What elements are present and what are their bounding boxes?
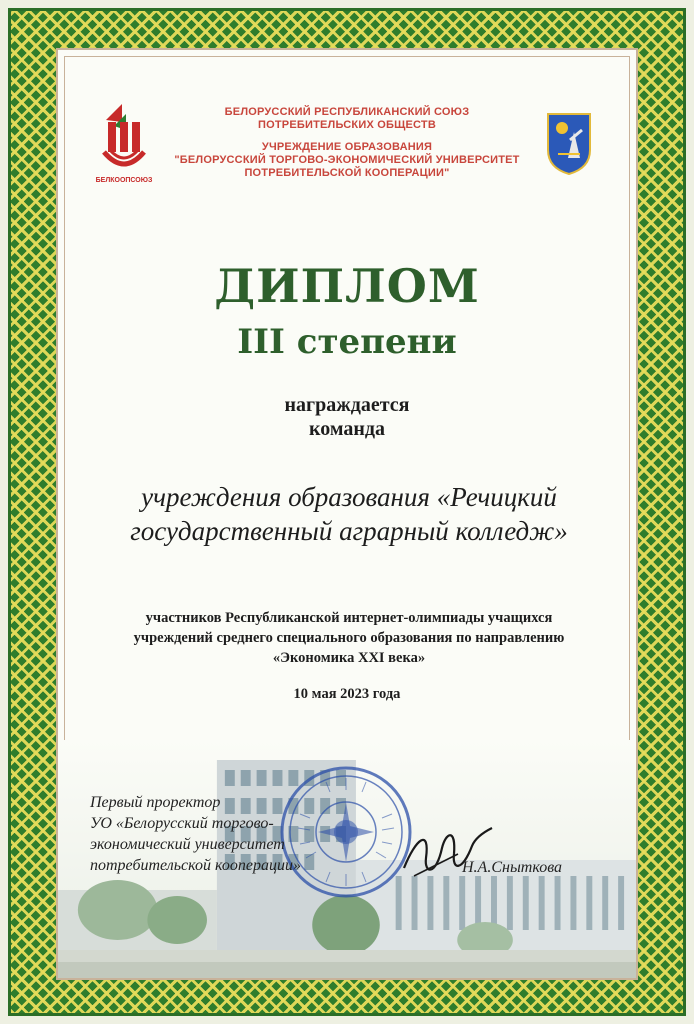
organization-line-1: учреждения образования «Речицкий (141, 482, 557, 512)
participants-line-3: «Экономика XXI века» (272, 650, 426, 666)
participants-description (78, 608, 620, 668)
header-line-1: БЕЛОРУССКИЙ РЕСПУБЛИКАНСКИЙ СОЮЗ (224, 106, 470, 118)
awarded-text (58, 393, 636, 441)
diploma-body (56, 48, 638, 980)
participants-line-1: участников Республиканской интернет-олимпиады учащихся (145, 610, 553, 626)
signatory-line-3: экономический университет (90, 836, 285, 853)
signatory-title (90, 792, 301, 876)
header-line-3: УЧРЕЖДЕНИЕ ОБРАЗОВАНИЯ (261, 141, 433, 153)
participants-line-2: учреждений среднего специального образования по направлению (133, 630, 565, 646)
recipient-organization (78, 480, 620, 548)
diploma-title: ДИПЛОМ (214, 259, 480, 313)
issuer-header (58, 106, 636, 180)
signature-icon (396, 818, 496, 888)
signatory-line-2: УО «Белорусский торгово- (90, 815, 274, 832)
signatory-line-4: потребительской кооперации» (90, 857, 301, 874)
organization-line-2: государственный аграрный колледж» (130, 516, 568, 546)
header-line-5: ПОТРЕБИТЕЛЬСКОЙ КООПЕРАЦИИ" (244, 167, 450, 179)
diploma-degree: III степени (237, 322, 457, 362)
awarded-line-1: награждается (284, 394, 410, 416)
belkoopsoyuz-text: БЕЛКООПСОЮЗ (95, 177, 153, 184)
header-line-2: ПОТРЕБИТЕЛЬСКИХ ОБЩЕСТВ (258, 119, 436, 131)
signatory-name: Н.А.Сныткова (462, 859, 563, 876)
award-date: 10 мая 2023 года (293, 686, 401, 702)
awarded-line-2: команда (308, 418, 385, 440)
header-line-4: "БЕЛОРУССКИЙ ТОРГОВО-ЭКОНОМИЧЕСКИЙ УНИВЕРСИТЕТ (174, 154, 520, 166)
signatory-line-1: Первый проректор (90, 794, 221, 811)
